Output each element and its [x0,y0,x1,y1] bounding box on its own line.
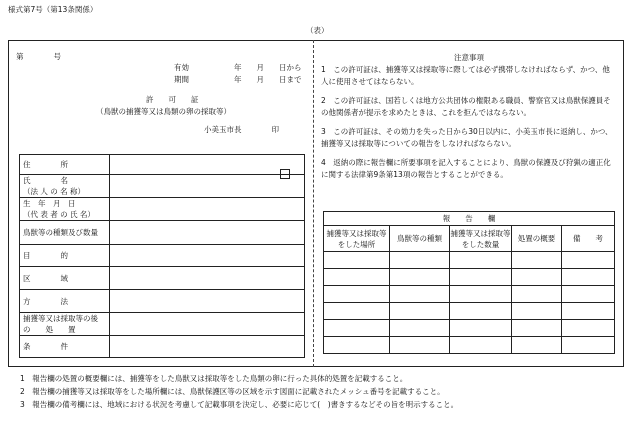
footnote-3: 3 報告欄の備考欄には、地域における状況を考慮して記載事項を決定し、必要に応じて( )書きするなどその旨を明示すること。 [20,400,459,409]
area-value[interactable] [110,267,305,290]
note-1: 1 この許可証は、捕獲等又は採取等に際しては必ず携帯しなければならず、かつ、他人に使用させてはならない。 [321,65,610,86]
note-2: 2 この許可証は、国若しくは地方公共団体の権限ある職員、警察官又は鳥獣保護員その他関係者が提示を求めたときは、これを拒んではならない。 [321,96,611,117]
issuer: 小美玉市長 印 [204,125,279,134]
report-cell[interactable] [390,252,450,269]
report-cell[interactable] [512,286,562,303]
photo-checkbox[interactable] [280,169,290,179]
report-cell[interactable] [324,286,390,303]
report-title: 報 告 欄 [324,212,615,226]
report-cell[interactable] [450,303,512,320]
report-cell[interactable] [324,269,390,286]
name-label [20,175,110,198]
side-label: （表） [306,26,329,35]
report-row [324,269,615,286]
disposal-line1: 捕獲等又は採取等の後 [23,314,98,323]
report-cell[interactable] [512,337,562,354]
name-value[interactable] [110,175,305,198]
header-disposal: 処置の概要 [512,226,562,252]
notes-title: 注意事項 [454,53,484,62]
permit-details-table [19,154,305,358]
header-remarks: 備 考 [562,226,615,252]
report-cell[interactable] [324,320,390,337]
report-cell[interactable] [390,303,450,320]
corp-name-line: （法 人 の 名 称） [23,187,86,196]
report-cell[interactable] [562,303,615,320]
permit-number: 第 号 [16,52,61,61]
report-cell[interactable] [390,337,450,354]
report-cell[interactable] [562,337,615,354]
method-label: 方 法 [20,290,110,313]
footnote-1: 1 報告欄の処置の概要欄には、捕獲等をした鳥獣又は採取等をした鳥類の卵に行った具体的処置を記載すること。 [20,374,408,383]
purpose-label: 目 的 [20,245,110,267]
valid-from: 有効 年 月 日から [174,63,302,72]
report-table [323,211,615,354]
purpose-value[interactable] [110,245,305,267]
birthdate-line: 生 年 月 日 [23,199,76,208]
area-label: 区 域 [20,267,110,290]
permit-title: 許 可 証 [146,95,199,104]
report-cell[interactable] [512,269,562,286]
conditions-value[interactable] [110,336,305,358]
method-value[interactable] [110,290,305,313]
report-row [324,303,615,320]
report-cell[interactable] [390,320,450,337]
form-title: 様式第7号（第13条関係） [8,5,98,14]
report-row [324,320,615,337]
report-cell[interactable] [390,269,450,286]
permit-subtitle: （鳥獣の捕獲等又は鳥類の卵の採取等） [96,107,231,116]
report-cell[interactable] [390,286,450,303]
report-cell[interactable] [512,320,562,337]
report-cell[interactable] [450,337,512,354]
report-cell[interactable] [562,286,615,303]
report-cell[interactable] [450,252,512,269]
report-cell[interactable] [450,320,512,337]
report-row [324,337,615,354]
address-label: 住 所 [20,155,110,175]
header-place: 捕獲等又は採取等をした場所 [324,226,390,252]
report-cell[interactable] [324,337,390,354]
footnote-2: 2 報告欄の捕獲等又は採取等をした場所欄には、鳥獣保護区等の区域を示す図面に記載されたメッシュ番号を記載すること。 [20,387,445,396]
report-cell[interactable] [562,252,615,269]
representative-line: （代 表 者 の 氏 名） [23,210,95,219]
header-species: 鳥獣等の種類 [390,226,450,252]
birthdate-label [20,198,110,221]
report-cell[interactable] [450,269,512,286]
report-row [324,286,615,303]
disposal-value[interactable] [110,313,305,336]
species-label: 鳥獣等の種類及び数量 [20,221,110,245]
disposal-label [20,313,110,336]
species-value[interactable] [110,221,305,245]
birthdate-value[interactable] [110,198,305,221]
report-cell[interactable] [324,303,390,320]
address-value[interactable] [110,155,305,175]
disposal-line2: の 処 置 [23,325,76,334]
center-fold-line [313,40,314,367]
valid-until: 期間 年 月 日まで [174,75,302,84]
header-quantity: 捕獲等又は採取等をした数量 [450,226,512,252]
report-cell[interactable] [562,320,615,337]
report-row [324,252,615,269]
note-4: 4 返納の際に報告欄に所要事項を記入することにより、鳥獣の保護及び狩猟の適正化に関する法律第9条第13項の報告とすることができる。 [321,158,611,179]
note-3: 3 この許可証は、その効力を失った日から30日以内に、小美玉市長に返納し、かつ、捕獲等又は採取等についての報告をしなければならない。 [321,127,613,148]
report-cell[interactable] [324,252,390,269]
conditions-label: 条 件 [20,336,110,358]
report-cell[interactable] [562,269,615,286]
report-cell[interactable] [512,252,562,269]
report-cell[interactable] [512,303,562,320]
report-cell[interactable] [450,286,512,303]
name-line: 氏 名 [23,176,68,185]
